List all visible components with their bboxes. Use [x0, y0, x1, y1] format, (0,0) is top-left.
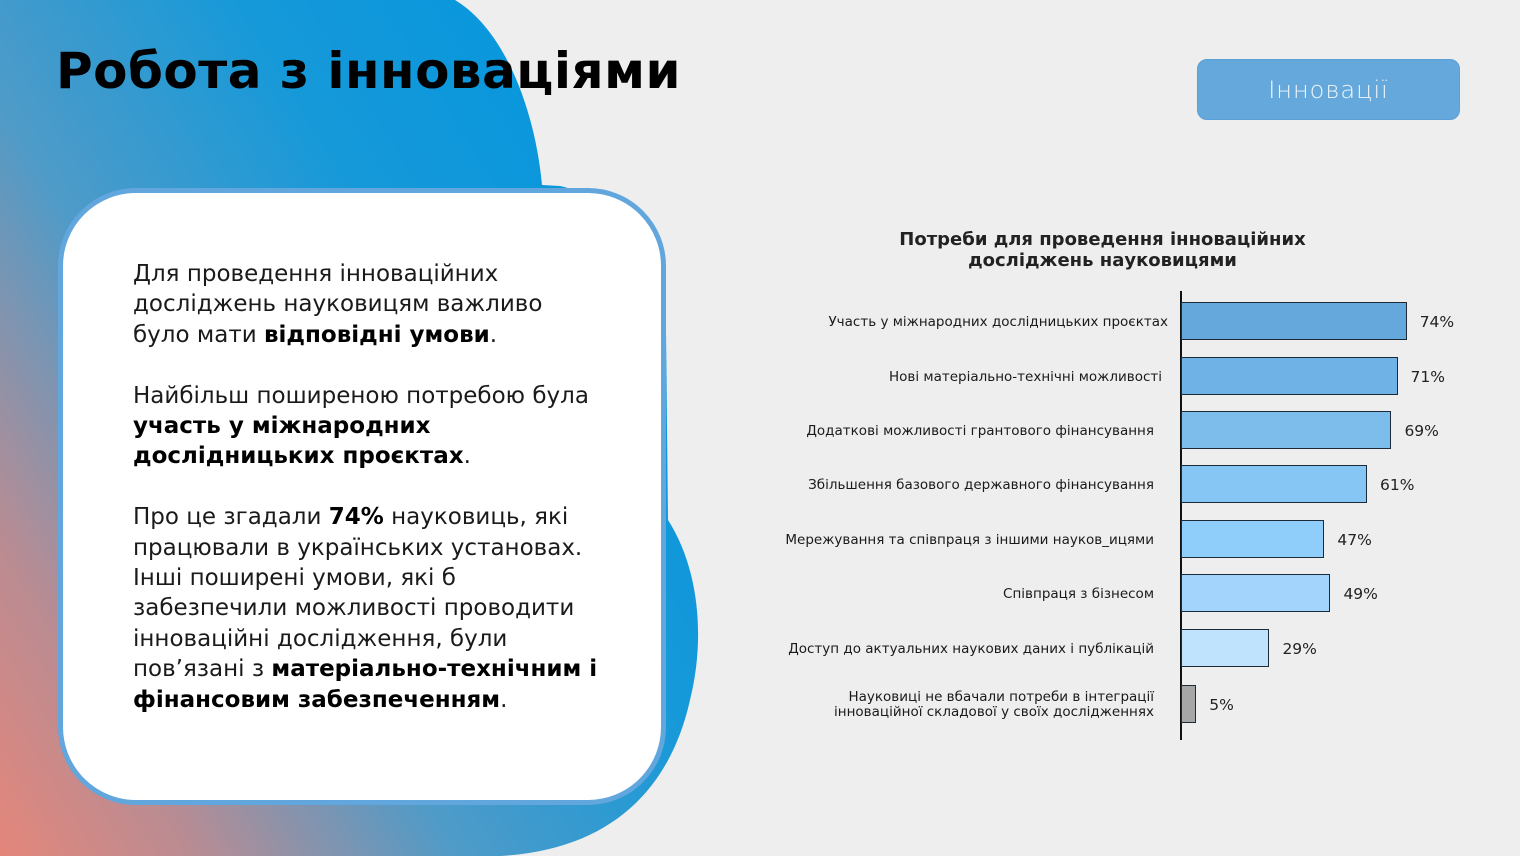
chart-row	[0, 574, 1520, 614]
bar-value-label: 5%	[1209, 696, 1234, 714]
bar-value-label: 29%	[1282, 640, 1317, 658]
text-run: .	[463, 443, 471, 470]
bold-run: участь у міжнародних дослідницьких проєктах	[133, 413, 464, 470]
chart-row	[0, 357, 1520, 397]
bar-label: Доступ до актуальних наукових даних і публікацій	[788, 640, 1154, 657]
bar-value-label: 71%	[1410, 368, 1445, 386]
bar	[1181, 685, 1196, 723]
bar	[1181, 520, 1324, 558]
bar-label: Участь у міжнародних дослідницьких проєктах	[828, 313, 1168, 330]
bar-label: Співпраця з бізнесом	[1003, 585, 1154, 602]
bar	[1181, 302, 1407, 340]
bar-label: Мережування та співпраця з іншими науков_ицями	[785, 531, 1154, 548]
bar-value-label: 69%	[1404, 422, 1439, 440]
text-run: .	[500, 686, 508, 713]
bar-value-label: 47%	[1337, 531, 1372, 549]
bold-run: матеріально-технічним і фінансовим забезпеченням	[133, 656, 598, 713]
chart-row	[0, 302, 1520, 342]
bar-label: Збільшення базового державного фінансування	[808, 476, 1154, 493]
text-run: Найбільш поширеною потребою була	[133, 382, 589, 409]
chart-row	[0, 629, 1520, 669]
text-run: Для проведення інноваційних досліджень науковицям важливо було мати	[133, 261, 543, 348]
bar	[1181, 574, 1330, 612]
bar-label: Науковиці не вбачали потреби в інтеграції інноваційної складової у своїх дослідженнях	[834, 689, 1154, 720]
bar-value-label: 49%	[1343, 585, 1378, 603]
bold-run: 74%	[328, 504, 384, 531]
chart-row	[0, 685, 1520, 725]
bar-label: Нові матеріально-технічні можливості	[888, 368, 1162, 385]
bar-value-label: 74%	[1419, 313, 1455, 331]
bar	[1181, 411, 1391, 449]
chart-row	[0, 520, 1520, 560]
bar-label: Додаткові можливості грантового фінансування	[806, 422, 1154, 439]
bar-value-label: 61%	[1380, 476, 1415, 494]
text-run: науковиць, які працювали в українських установах. Інші поширені умови, які б забезпечили можливості проводити інноваційні дослідження, були пов’язані з	[133, 504, 583, 683]
text-run: .	[489, 321, 498, 348]
page-title: Робота з інноваціями	[56, 42, 682, 100]
bold-run: відповідні умови	[263, 321, 490, 348]
text-run: Про це згадали	[133, 504, 329, 531]
bar	[1181, 357, 1398, 395]
chart-row	[0, 465, 1520, 505]
innovations-tag-button[interactable]: Інновації	[1197, 59, 1460, 120]
bar	[1181, 465, 1367, 503]
chart-row	[0, 411, 1520, 451]
bar	[1181, 629, 1269, 667]
chart-title: Потреби для проведення інноваційних досліджень науковицями	[899, 229, 1306, 271]
